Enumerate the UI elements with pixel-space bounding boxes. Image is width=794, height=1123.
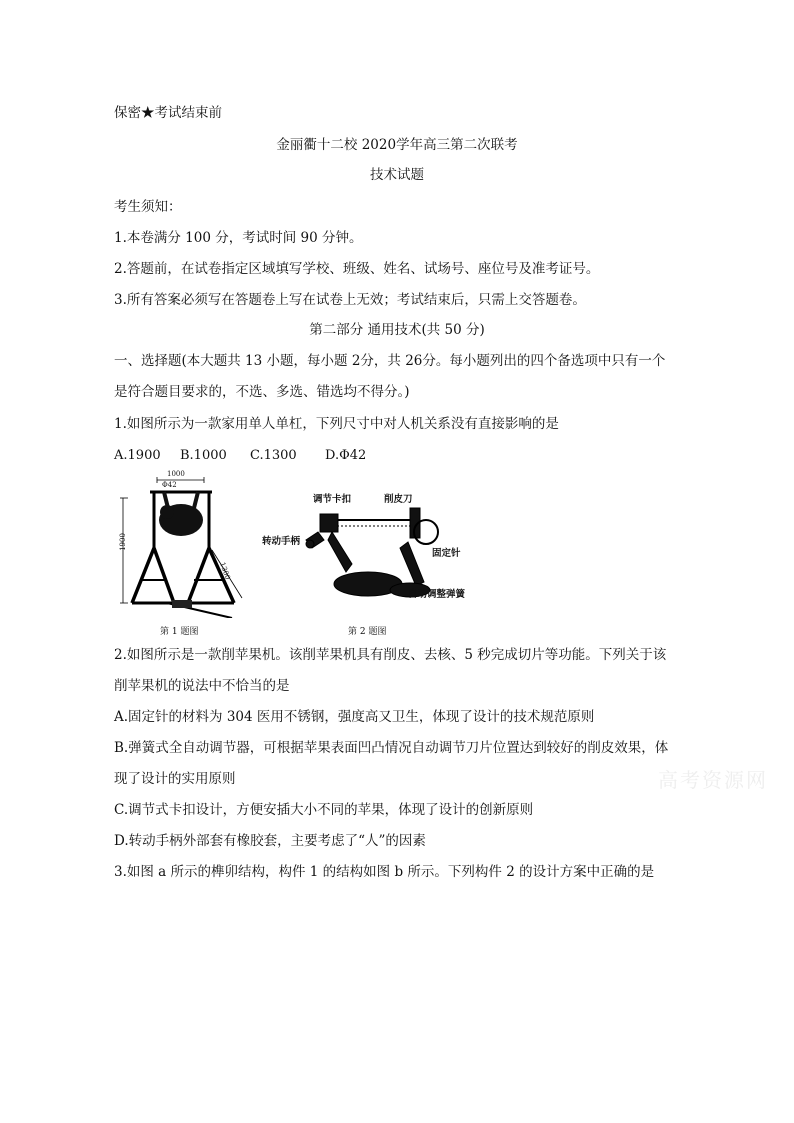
notice-item: 2.答题前，在试卷指定区域填写学校、班级、姓名、试场号、座位号及准考证号。 [114,261,600,277]
question-1-options [114,448,366,463]
question-2-stem: 2.如图所示是一款削苹果机。该削苹果机具有削皮、去核、5 秒完成切片等功能。下列关于该 [114,647,667,663]
figure-1-caption: 第 1 题图 [160,627,199,637]
label-handle: 转动手柄 [262,536,301,547]
figure-2-caption: 第 2 题图 [348,627,387,637]
question-1-stem: 1.如图所示为一款家用单人单杠，下列尺寸中对人机关系没有直接影响的是 [114,416,559,432]
question-2-option-c: C.调节式卡扣设计，方便安插大小不同的苹果，体现了设计的创新原则 [114,802,534,818]
option-d: D.Φ42 [325,448,367,463]
section-instructions: 一、选择题(本大题共 13 小题，每小题 2分，共 26分。每小题列出的四个备选项中只有一个 [114,353,666,369]
dim-right: 1300 [218,561,232,581]
option-b: B.1000 [180,448,227,463]
dim-left: 1900 [118,533,127,551]
question-2-option-d: D.转动手柄外部套有橡胶套，主要考虑了“人”的因素 [114,833,426,849]
question-2-stem-cont: 削苹果机的说法中不恰当的是 [114,678,290,694]
notice-item: 1.本卷满分 100 分，考试时间 90 分钟。 [114,230,363,246]
option-c: C.1300 [250,448,297,463]
dim-top: 1000 [167,470,185,478]
notice-item: 3.所有答案必须写在答题卷上写在试卷上无效；考试结束后，只需上交答题卷。 [114,292,586,308]
dim-phi: Φ42 [162,481,177,489]
figure-1-pullup-bar [112,468,252,618]
option-a: A.1900 [114,448,161,463]
exam-subtitle: 技术试题 [370,167,424,183]
label-clamp: 调节卡扣 [313,494,352,505]
notice-heading: 考生须知： [114,199,182,215]
confidential-label: 保密★考试结束前 [114,105,222,121]
question-2-option-b-cont: 现了设计的实用原则 [114,771,236,787]
question-2-option-b: B.弹簧式全自动调节器，可根据苹果表面凹凸情况自动调节刀片位置达到较好的削皮效果，体 [114,740,669,756]
exam-title: 金丽衢十二校 2020学年高三第二次联考 [276,137,518,153]
label-knife: 削皮刀 [384,494,413,505]
label-spring: 自动调整弹簧 [408,589,466,600]
section-instructions-cont: 是符合题目要求的，不选、多选、错选均不得分。) [114,384,410,400]
part-heading: 第二部分 通用技术(共 50 分) [309,322,485,338]
question-2-option-a: A.固定针的材料为 304 医用不锈钢，强度高又卫生，体现了设计的技术规范原则 [114,709,595,725]
label-pin: 固定针 [432,548,461,559]
question-3-stem: 3.如图 a 所示的榫卯结构，构件 1 的结构如图 b 所示。下列构件 2 的设计方案中正确的是 [114,864,655,880]
watermark: 高考资源网 [658,768,768,792]
